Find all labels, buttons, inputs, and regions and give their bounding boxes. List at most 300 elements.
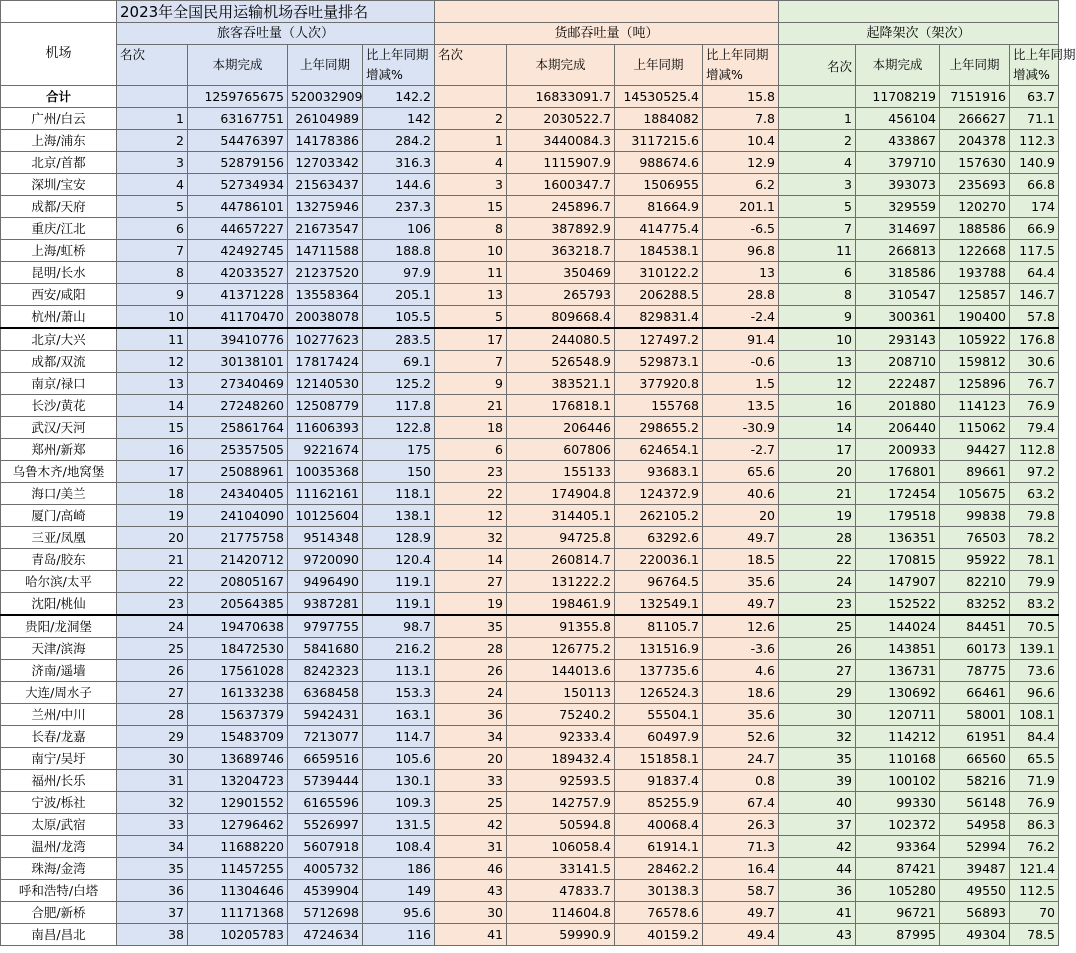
passenger-current-cell: 44786101	[188, 196, 288, 218]
flights-change-cell: 73.6	[1010, 660, 1059, 682]
cargo-last-year-cell: 81105.7	[615, 615, 703, 638]
passenger-rank-cell: 11	[117, 328, 188, 351]
cargo-current-cell: 189432.4	[507, 748, 615, 770]
table-row	[1, 395, 1059, 417]
flights-rank-cell: 24	[779, 571, 856, 593]
passenger-last-year-cell: 5526997	[288, 814, 363, 836]
table-row	[1, 726, 1059, 748]
flights-rank-cell: 28	[779, 527, 856, 549]
flights-change-cell: 63.2	[1010, 483, 1059, 505]
passenger-last-year-cell: 5607918	[288, 836, 363, 858]
flights-last-year-cell: 204378	[940, 130, 1010, 152]
passenger-change-cell: 316.3	[363, 152, 435, 174]
flights-last-year-cell: 89661	[940, 461, 1010, 483]
table-row	[1, 704, 1059, 726]
flights-rank-cell: 20	[779, 461, 856, 483]
cargo-current-cell: 131222.2	[507, 571, 615, 593]
passenger-last-year-cell: 9221674	[288, 439, 363, 461]
passenger-change-cell: 205.1	[363, 284, 435, 306]
flights-change-cell: 112.8	[1010, 439, 1059, 461]
passenger-current-cell: 21420712	[188, 549, 288, 571]
cargo-current-cell: 174904.8	[507, 483, 615, 505]
passenger-last-year-cell: 8242323	[288, 660, 363, 682]
passenger-rank-cell: 14	[117, 395, 188, 417]
passenger-current-cell: 13204723	[188, 770, 288, 792]
cargo-last-year-cell: 127497.2	[615, 328, 703, 351]
cargo-current-cell: 50594.8	[507, 814, 615, 836]
table-row	[1, 638, 1059, 660]
corner-cell	[1, 1, 117, 23]
flights-last-year-cell: 125857	[940, 284, 1010, 306]
flights-last-year-cell: 84451	[940, 615, 1010, 638]
airport-cell: 深圳/宝安	[1, 174, 117, 196]
table-row	[1, 218, 1059, 240]
passenger-change-cell: 113.1	[363, 660, 435, 682]
table-row	[1, 461, 1059, 483]
flights-last-year-cell: 7151916	[940, 86, 1010, 108]
cargo-current-cell: 198461.9	[507, 593, 615, 616]
table-row	[1, 439, 1059, 461]
flights-current-cell: 114212	[856, 726, 940, 748]
flights-change-cell: 117.5	[1010, 240, 1059, 262]
flights-rank-cell: 10	[779, 328, 856, 351]
table-row	[1, 174, 1059, 196]
passenger-last-year-cell: 12703342	[288, 152, 363, 174]
passenger-change-cell: 138.1	[363, 505, 435, 527]
flights-change-cell: 63.7	[1010, 86, 1059, 108]
table-row	[1, 527, 1059, 549]
title-fill-flights	[779, 1, 1059, 23]
cargo-last-year-cell: 829831.4	[615, 306, 703, 329]
cargo-rank-cell: 2	[435, 108, 507, 130]
passenger-current-cell: 52734934	[188, 174, 288, 196]
airport-cell: 武汉/天河	[1, 417, 117, 439]
passenger-change-cell: 125.2	[363, 373, 435, 395]
passenger-current-cell: 19470638	[188, 615, 288, 638]
passenger-change-cell: 216.2	[363, 638, 435, 660]
cargo-last-year-cell: 377920.8	[615, 373, 703, 395]
passenger-last-year-cell: 5712698	[288, 902, 363, 924]
passenger-last-year-cell: 13275946	[288, 196, 363, 218]
flights-current-cell: 206440	[856, 417, 940, 439]
flights-current-cell: 176801	[856, 461, 940, 483]
passenger-last-year-cell: 9720090	[288, 549, 363, 571]
passenger-last-year-cell: 520032909	[288, 86, 363, 108]
flights-current-cell: 293143	[856, 328, 940, 351]
passenger-change-cell: 118.1	[363, 483, 435, 505]
cargo-current-cell: 244080.5	[507, 328, 615, 351]
cargo-current-cell: 383521.1	[507, 373, 615, 395]
flights-current-cell: 200933	[856, 439, 940, 461]
passenger-change-cell: 119.1	[363, 571, 435, 593]
cargo-current-cell: 92333.4	[507, 726, 615, 748]
cargo-change-cell: 35.6	[703, 704, 779, 726]
cargo-rank-header: 名次	[435, 45, 507, 86]
table-row	[1, 924, 1059, 946]
passenger-current-cell: 13689746	[188, 748, 288, 770]
flights-current-cell: 329559	[856, 196, 940, 218]
cargo-rank-cell: 34	[435, 726, 507, 748]
passenger-current-cell: 54476397	[188, 130, 288, 152]
airport-cell: 珠海/金湾	[1, 858, 117, 880]
table-row	[1, 505, 1059, 527]
cargo-change-cell: -2.4	[703, 306, 779, 329]
flights-last-year-cell: 61951	[940, 726, 1010, 748]
flights-current-cell: 318586	[856, 262, 940, 284]
table-row	[1, 615, 1059, 638]
passenger-current-cell: 42492745	[188, 240, 288, 262]
airport-cell: 长沙/黄花	[1, 395, 117, 417]
flights-last-year-cell: 83252	[940, 593, 1010, 616]
table-row	[1, 306, 1059, 329]
passenger-last-year-cell: 20038078	[288, 306, 363, 329]
flights-last-year-cell: 56148	[940, 792, 1010, 814]
passenger-last-year-cell: 11606393	[288, 417, 363, 439]
flights-rank-cell: 3	[779, 174, 856, 196]
cargo-last-year-cell: 85255.9	[615, 792, 703, 814]
flights-rank-cell: 2	[779, 130, 856, 152]
flights-current-cell: 136351	[856, 527, 940, 549]
cargo-current-cell: 265793	[507, 284, 615, 306]
cargo-current-cell: 150113	[507, 682, 615, 704]
flights-rank-cell: 36	[779, 880, 856, 902]
flights-change-cell: 76.9	[1010, 792, 1059, 814]
passenger-last-year-cell: 5942431	[288, 704, 363, 726]
cargo-last-year-cell: 81664.9	[615, 196, 703, 218]
cargo-change-cell: 24.7	[703, 748, 779, 770]
cargo-current-cell: 59990.9	[507, 924, 615, 946]
passenger-rank-cell: 6	[117, 218, 188, 240]
passenger-current-cell: 20564385	[188, 593, 288, 616]
flights-group-header: 起降架次（架次）	[779, 23, 1059, 45]
passenger-change-cell: 119.1	[363, 593, 435, 616]
cargo-last-year-cell: 91837.4	[615, 770, 703, 792]
passenger-current-cell: 27340469	[188, 373, 288, 395]
passenger-last-year-cell: 6165596	[288, 792, 363, 814]
passenger-change-cell: 105.5	[363, 306, 435, 329]
passenger-current-cell: 18472530	[188, 638, 288, 660]
airport-cell: 沈阳/桃仙	[1, 593, 117, 616]
flights-current-cell: 201880	[856, 395, 940, 417]
flights-change-cell: 70	[1010, 902, 1059, 924]
flights-change-cell: 79.4	[1010, 417, 1059, 439]
cargo-rank-cell: 11	[435, 262, 507, 284]
cargo-last-year-cell: 76578.6	[615, 902, 703, 924]
passenger-last-year-cell: 10035368	[288, 461, 363, 483]
airport-cell: 大连/周水子	[1, 682, 117, 704]
passenger-last-year-cell: 7213077	[288, 726, 363, 748]
flights-change-cell: 78.5	[1010, 924, 1059, 946]
passenger-last-year-cell: 6368458	[288, 682, 363, 704]
flights-current-cell: 102372	[856, 814, 940, 836]
flights-change-cell: 146.7	[1010, 284, 1059, 306]
cargo-rank-cell: 14	[435, 549, 507, 571]
cargo-change-cell: 52.6	[703, 726, 779, 748]
table-row	[1, 770, 1059, 792]
cargo-current-header: 本期完成	[507, 45, 615, 86]
airport-cell: 海口/美兰	[1, 483, 117, 505]
cargo-rank-cell: 6	[435, 439, 507, 461]
flights-rank-cell: 35	[779, 748, 856, 770]
flights-last-year-cell: 54958	[940, 814, 1010, 836]
table-row	[1, 660, 1059, 682]
flights-last-year-cell: 56893	[940, 902, 1010, 924]
cargo-current-cell: 245896.7	[507, 196, 615, 218]
cargo-last-year-cell: 206288.5	[615, 284, 703, 306]
cargo-rank-cell: 27	[435, 571, 507, 593]
passenger-current-cell: 11171368	[188, 902, 288, 924]
passenger-current-cell: 63167751	[188, 108, 288, 130]
passenger-current-cell: 25357505	[188, 439, 288, 461]
passenger-current-cell: 39410776	[188, 328, 288, 351]
flights-rank-cell: 9	[779, 306, 856, 329]
table-row	[1, 814, 1059, 836]
passenger-change-cell: 237.3	[363, 196, 435, 218]
passenger-current-cell: 12901552	[188, 792, 288, 814]
cargo-change-cell: 6.2	[703, 174, 779, 196]
flights-last-year-cell: 99838	[940, 505, 1010, 527]
cargo-last-year-cell: 60497.9	[615, 726, 703, 748]
flights-rank-cell: 37	[779, 814, 856, 836]
flights-rank-cell: 25	[779, 615, 856, 638]
table-row	[1, 549, 1059, 571]
cargo-rank-cell: 15	[435, 196, 507, 218]
cargo-change-cell: 201.1	[703, 196, 779, 218]
airport-cell: 济南/遥墙	[1, 660, 117, 682]
flights-change-cell: 76.2	[1010, 836, 1059, 858]
table-row	[1, 836, 1059, 858]
flights-change-cell: 86.3	[1010, 814, 1059, 836]
cargo-change-cell: 12.9	[703, 152, 779, 174]
passenger-last-year-cell: 12508779	[288, 395, 363, 417]
cargo-change-cell: -3.6	[703, 638, 779, 660]
flights-rank-cell: 6	[779, 262, 856, 284]
cargo-last-year-cell: 30138.3	[615, 880, 703, 902]
passenger-rank-cell: 4	[117, 174, 188, 196]
passenger-change-cell: 144.6	[363, 174, 435, 196]
passenger-change-cell: 283.5	[363, 328, 435, 351]
cargo-current-cell: 809668.4	[507, 306, 615, 329]
flights-rank-cell: 13	[779, 351, 856, 373]
passenger-current-cell: 52879156	[188, 152, 288, 174]
flights-last-year-cell: 49304	[940, 924, 1010, 946]
passenger-rank-cell: 31	[117, 770, 188, 792]
passenger-change-cell: 106	[363, 218, 435, 240]
passenger-change-cell: 153.3	[363, 682, 435, 704]
flights-last-year-cell: 157630	[940, 152, 1010, 174]
cargo-rank-cell: 18	[435, 417, 507, 439]
passenger-change-cell: 128.9	[363, 527, 435, 549]
flights-rank-cell: 43	[779, 924, 856, 946]
passenger-last-year-cell: 14711588	[288, 240, 363, 262]
flights-current-cell: 266813	[856, 240, 940, 262]
flights-last-year-cell: 115062	[940, 417, 1010, 439]
cargo-change-cell: 65.6	[703, 461, 779, 483]
cargo-current-cell: 106058.4	[507, 836, 615, 858]
passenger-current-cell: 25088961	[188, 461, 288, 483]
passenger-rank-cell: 24	[117, 615, 188, 638]
passenger-rank-cell: 8	[117, 262, 188, 284]
flights-change-cell: 79.9	[1010, 571, 1059, 593]
table-row	[1, 240, 1059, 262]
passenger-rank-cell: 2	[117, 130, 188, 152]
passenger-last-year-cell: 12140530	[288, 373, 363, 395]
passenger-rank-cell: 21	[117, 549, 188, 571]
passenger-current-cell: 1259765675	[188, 86, 288, 108]
passenger-group-header: 旅客吞吐量（人次）	[117, 23, 435, 45]
airport-cell: 贵阳/龙洞堡	[1, 615, 117, 638]
cargo-last-year-cell: 28462.2	[615, 858, 703, 880]
cargo-rank-cell: 5	[435, 306, 507, 329]
passenger-last-year-cell: 4724634	[288, 924, 363, 946]
flights-current-cell: 314697	[856, 218, 940, 240]
flights-current-cell: 300361	[856, 306, 940, 329]
passenger-rank-cell	[117, 86, 188, 108]
flights-last-year-cell: 66461	[940, 682, 1010, 704]
passenger-rank-cell: 16	[117, 439, 188, 461]
cargo-change-cell: 7.8	[703, 108, 779, 130]
cargo-current-cell: 114604.8	[507, 902, 615, 924]
airport-cell: 广州/白云	[1, 108, 117, 130]
passenger-last-year-cell: 9387281	[288, 593, 363, 616]
cargo-last-year-cell: 184538.1	[615, 240, 703, 262]
passenger-change-cell: 130.1	[363, 770, 435, 792]
flights-last-year-cell: 105922	[940, 328, 1010, 351]
cargo-rank-cell: 26	[435, 660, 507, 682]
passenger-change-cell: 105.6	[363, 748, 435, 770]
passenger-last-year-cell: 9496490	[288, 571, 363, 593]
cargo-last-year-cell: 1506955	[615, 174, 703, 196]
flights-change-cell: 66.8	[1010, 174, 1059, 196]
flights-rank-cell: 29	[779, 682, 856, 704]
cargo-last-year-cell: 96764.5	[615, 571, 703, 593]
cargo-current-cell: 94725.8	[507, 527, 615, 549]
flights-rank-cell: 41	[779, 902, 856, 924]
flights-last-year-cell: 60173	[940, 638, 1010, 660]
cargo-rank-cell: 36	[435, 704, 507, 726]
passenger-last-year-cell: 4005732	[288, 858, 363, 880]
cargo-change-cell: 49.7	[703, 527, 779, 549]
passenger-current-cell: 25861764	[188, 417, 288, 439]
passenger-last-year-cell: 5739444	[288, 770, 363, 792]
passenger-last-year-cell: 14178386	[288, 130, 363, 152]
cargo-last-year-cell: 132549.1	[615, 593, 703, 616]
flights-rank-cell: 27	[779, 660, 856, 682]
airport-cell: 成都/天府	[1, 196, 117, 218]
flights-rank-cell: 1	[779, 108, 856, 130]
passenger-rank-cell: 26	[117, 660, 188, 682]
cargo-current-cell: 47833.7	[507, 880, 615, 902]
cargo-rank-cell: 41	[435, 924, 507, 946]
flights-rank-cell: 16	[779, 395, 856, 417]
cargo-rank-cell: 35	[435, 615, 507, 638]
airport-cell: 重庆/江北	[1, 218, 117, 240]
passenger-change-cell: 117.8	[363, 395, 435, 417]
passenger-rank-cell: 25	[117, 638, 188, 660]
cargo-current-cell: 91355.8	[507, 615, 615, 638]
flights-current-cell: 179518	[856, 505, 940, 527]
flights-change-cell: 78.2	[1010, 527, 1059, 549]
airport-cell: 南京/禄口	[1, 373, 117, 395]
flights-last-year-cell: 49550	[940, 880, 1010, 902]
passenger-rank-cell: 5	[117, 196, 188, 218]
flights-rank-cell: 19	[779, 505, 856, 527]
passenger-rank-header: 名次	[117, 45, 188, 86]
flights-current-cell: 310547	[856, 284, 940, 306]
cargo-last-year-cell: 124372.9	[615, 483, 703, 505]
cargo-last-year-cell: 3117215.6	[615, 130, 703, 152]
table-row	[1, 483, 1059, 505]
cargo-change-cell: 49.4	[703, 924, 779, 946]
passenger-rank-cell: 12	[117, 351, 188, 373]
cargo-last-year-cell: 1884082	[615, 108, 703, 130]
cargo-current-cell: 176818.1	[507, 395, 615, 417]
airport-cell: 三亚/凤凰	[1, 527, 117, 549]
flights-rank-cell: 7	[779, 218, 856, 240]
cargo-rank-cell: 1	[435, 130, 507, 152]
flights-change-cell: 96.6	[1010, 682, 1059, 704]
cargo-change-cell: 1.5	[703, 373, 779, 395]
table-row	[1, 571, 1059, 593]
flights-last-year-cell: 188586	[940, 218, 1010, 240]
cargo-current-cell: 3440084.3	[507, 130, 615, 152]
flights-current-cell: 208710	[856, 351, 940, 373]
passenger-last-year-cell: 10277623	[288, 328, 363, 351]
passenger-rank-cell: 17	[117, 461, 188, 483]
cargo-last-year-cell: 310122.2	[615, 262, 703, 284]
passenger-rank-cell: 28	[117, 704, 188, 726]
passenger-change-cell: 142.2	[363, 86, 435, 108]
total-row	[1, 86, 1059, 108]
passenger-last-year-cell: 4539904	[288, 880, 363, 902]
passenger-change-header: 比上年同期 增减%	[363, 45, 435, 86]
flights-change-cell: 84.4	[1010, 726, 1059, 748]
passenger-rank-cell: 10	[117, 306, 188, 329]
flights-change-cell: 176.8	[1010, 328, 1059, 351]
flights-change-cell: 70.5	[1010, 615, 1059, 638]
passenger-rank-cell: 38	[117, 924, 188, 946]
airport-cell: 福州/长乐	[1, 770, 117, 792]
passenger-rank-cell: 18	[117, 483, 188, 505]
cargo-change-cell: 18.6	[703, 682, 779, 704]
passenger-rank-cell: 33	[117, 814, 188, 836]
cargo-last-year-cell: 137735.6	[615, 660, 703, 682]
passenger-rank-cell: 29	[117, 726, 188, 748]
airport-cell: 呼和浩特/白塔	[1, 880, 117, 902]
passenger-last-year-cell: 6659516	[288, 748, 363, 770]
flights-change-cell: 57.8	[1010, 306, 1059, 329]
flights-last-year-cell: 39487	[940, 858, 1010, 880]
cargo-rank-cell: 4	[435, 152, 507, 174]
airport-cell: 成都/双流	[1, 351, 117, 373]
airport-cell: 郑州/新郑	[1, 439, 117, 461]
flights-last-year-cell: 82210	[940, 571, 1010, 593]
flights-rank-cell: 23	[779, 593, 856, 616]
passenger-rank-cell: 22	[117, 571, 188, 593]
passenger-change-cell: 131.5	[363, 814, 435, 836]
flights-change-cell: 78.1	[1010, 549, 1059, 571]
flights-change-cell: 112.3	[1010, 130, 1059, 152]
cargo-current-cell: 363218.7	[507, 240, 615, 262]
flights-current-cell: 93364	[856, 836, 940, 858]
passenger-change-cell: 108.4	[363, 836, 435, 858]
flights-rank-cell: 44	[779, 858, 856, 880]
cargo-current-cell: 144013.6	[507, 660, 615, 682]
airport-cell: 长春/龙嘉	[1, 726, 117, 748]
passenger-rank-cell: 23	[117, 593, 188, 616]
passenger-current-cell: 17561028	[188, 660, 288, 682]
flights-rank-cell: 21	[779, 483, 856, 505]
